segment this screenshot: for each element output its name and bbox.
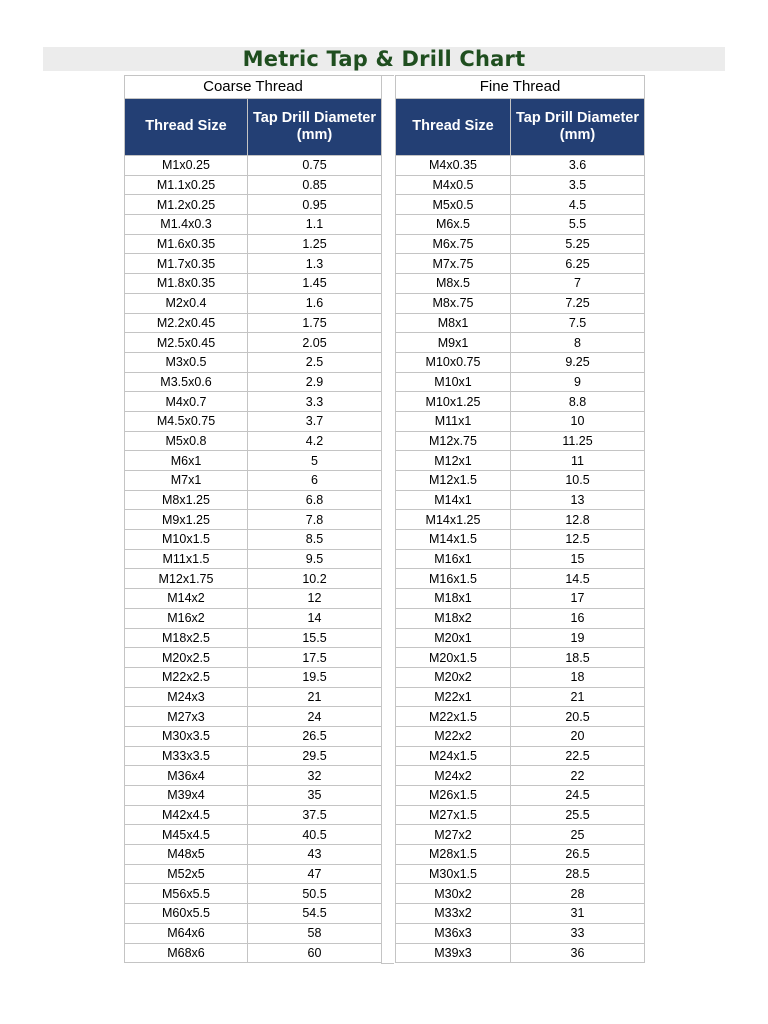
- thread-size-cell: M10x0.75: [396, 352, 511, 372]
- table-row: [396, 274, 645, 294]
- thread-size-cell: M64x6: [125, 923, 248, 943]
- thread-size-cell: M36x4: [125, 766, 248, 786]
- thread-size-cell: M52x5: [125, 864, 248, 884]
- thread-size-cell: M28x1.5: [396, 845, 511, 865]
- tap-drill-cell: 8.8: [511, 392, 645, 412]
- tap-drill-cell: 4.5: [511, 195, 645, 215]
- thread-size-cell: M18x1: [396, 589, 511, 609]
- table-row: [125, 333, 382, 353]
- table-row: [125, 648, 382, 668]
- table-row: [125, 884, 382, 904]
- table-row: [125, 392, 382, 412]
- thread-size-cell: M27x3: [125, 707, 248, 727]
- tap-drill-cell: 11.25: [511, 431, 645, 451]
- table-row: [125, 175, 382, 195]
- table-row: [125, 786, 382, 806]
- thread-size-cell: M16x1: [396, 549, 511, 569]
- table-row: [396, 254, 645, 274]
- thread-size-cell: M1.1x0.25: [125, 175, 248, 195]
- thread-size-cell: M9x1: [396, 333, 511, 353]
- table-row: [396, 156, 645, 176]
- table-row: [396, 726, 645, 746]
- thread-size-cell: M45x4.5: [125, 825, 248, 845]
- thread-size-cell: M2.5x0.45: [125, 333, 248, 353]
- tap-drill-cell: 19.5: [248, 667, 382, 687]
- table-row: [125, 274, 382, 294]
- table-row: [396, 904, 645, 924]
- thread-size-cell: M39x4: [125, 786, 248, 806]
- tap-drill-cell: 10: [511, 411, 645, 431]
- table-row: [396, 195, 645, 215]
- thread-size-cell: M14x1.25: [396, 510, 511, 530]
- table-row: [125, 628, 382, 648]
- tap-drill-cell: 0.75: [248, 156, 382, 176]
- thread-size-cell: M24x3: [125, 687, 248, 707]
- tap-drill-cell: 13: [511, 490, 645, 510]
- tap-drill-cell: 15.5: [248, 628, 382, 648]
- thread-size-cell: M12x1.5: [396, 471, 511, 491]
- tap-drill-cell: 36: [511, 943, 645, 963]
- table-row: [125, 707, 382, 727]
- thread-size-cell: M22x2: [396, 726, 511, 746]
- tap-drill-cell: 24.5: [511, 786, 645, 806]
- tap-drill-cell: 7.25: [511, 293, 645, 313]
- table-row: [125, 589, 382, 609]
- thread-size-cell: M11x1: [396, 411, 511, 431]
- thread-size-cell: M30x2: [396, 884, 511, 904]
- tap-drill-cell: 26.5: [511, 845, 645, 865]
- tap-drill-cell: 33: [511, 923, 645, 943]
- table-row: [396, 648, 645, 668]
- tap-drill-cell: 22.5: [511, 746, 645, 766]
- table-row: [396, 943, 645, 963]
- tap-drill-cell: 47: [248, 864, 382, 884]
- thread-size-cell: M3x0.5: [125, 352, 248, 372]
- thread-size-cell: M33x3.5: [125, 746, 248, 766]
- table-row: [125, 569, 382, 589]
- table-row: [125, 766, 382, 786]
- tap-drill-cell: 7.8: [248, 510, 382, 530]
- thread-size-cell: M1.2x0.25: [125, 195, 248, 215]
- thread-size-cell: M7x1: [125, 471, 248, 491]
- tap-drill-cell: 0.95: [248, 195, 382, 215]
- tap-drill-cell: 43: [248, 845, 382, 865]
- thread-size-cell: M6x.75: [396, 234, 511, 254]
- table-row: [396, 313, 645, 333]
- tap-drill-cell: 21: [248, 687, 382, 707]
- tap-drill-cell: 28.5: [511, 864, 645, 884]
- thread-size-cell: M14x1: [396, 490, 511, 510]
- table-row: [396, 549, 645, 569]
- table-row: [396, 175, 645, 195]
- table-row: [396, 411, 645, 431]
- table-row: [396, 234, 645, 254]
- tap-drill-cell: 26.5: [248, 726, 382, 746]
- thread-size-cell: M16x1.5: [396, 569, 511, 589]
- tap-drill-cell: 18: [511, 667, 645, 687]
- tap-drill-cell: 5: [248, 451, 382, 471]
- table-row: [396, 392, 645, 412]
- thread-size-cell: M4x0.7: [125, 392, 248, 412]
- tap-drill-cell: 58: [248, 923, 382, 943]
- coarse-thread-rows: [125, 156, 382, 963]
- table-row: [396, 589, 645, 609]
- table-row: [396, 786, 645, 806]
- fine-thread-heading: Fine Thread: [396, 76, 645, 99]
- table-row: [396, 569, 645, 589]
- thread-size-cell: M48x5: [125, 845, 248, 865]
- tap-drill-cell: 18.5: [511, 648, 645, 668]
- table-row: [125, 490, 382, 510]
- thread-size-cell: M27x1.5: [396, 805, 511, 825]
- tap-drill-cell: 6.25: [511, 254, 645, 274]
- tap-drill-cell: 15: [511, 549, 645, 569]
- table-row: [125, 451, 382, 471]
- table-row: [125, 825, 382, 845]
- tap-drill-cell: 1.75: [248, 313, 382, 333]
- thread-size-cell: M18x2.5: [125, 628, 248, 648]
- table-row: [396, 923, 645, 943]
- table-row: [125, 254, 382, 274]
- thread-size-cell: M22x1.5: [396, 707, 511, 727]
- tap-drill-cell: 35: [248, 786, 382, 806]
- tap-drill-cell: 3.6: [511, 156, 645, 176]
- thread-size-cell: M20x1: [396, 628, 511, 648]
- table-row: [396, 687, 645, 707]
- table-row: [125, 726, 382, 746]
- tap-drill-cell: 12: [248, 589, 382, 609]
- table-row: [125, 667, 382, 687]
- table-row: [125, 510, 382, 530]
- tap-drill-cell: 40.5: [248, 825, 382, 845]
- thread-size-cell: M1.4x0.3: [125, 215, 248, 235]
- tap-drill-cell: 24: [248, 707, 382, 727]
- table-row: [125, 195, 382, 215]
- tap-drill-cell: 19: [511, 628, 645, 648]
- fine-thread-rows: [396, 156, 645, 963]
- thread-size-cell: M12x1.75: [125, 569, 248, 589]
- tap-drill-cell: 2.9: [248, 372, 382, 392]
- tap-drill-cell: 8.5: [248, 530, 382, 550]
- thread-size-cell: M4x0.5: [396, 175, 511, 195]
- thread-size-cell: M8x.75: [396, 293, 511, 313]
- tap-drill-cell: 12.8: [511, 510, 645, 530]
- thread-size-cell: M20x2: [396, 667, 511, 687]
- thread-size-cell: M9x1.25: [125, 510, 248, 530]
- title-bar: [43, 47, 725, 71]
- tap-drill-cell: 5.25: [511, 234, 645, 254]
- tap-drill-cell: 9.5: [248, 549, 382, 569]
- tap-drill-cell: 60: [248, 943, 382, 963]
- table-row: [125, 411, 382, 431]
- table-row: [396, 431, 645, 451]
- table-row: [396, 667, 645, 687]
- thread-size-cell: M5x0.8: [125, 431, 248, 451]
- thread-size-cell: M22x1: [396, 687, 511, 707]
- table-row: [396, 333, 645, 353]
- thread-size-cell: M1x0.25: [125, 156, 248, 176]
- table-row: [125, 608, 382, 628]
- tap-drill-cell: 9: [511, 372, 645, 392]
- table-row: [125, 156, 382, 176]
- tap-drill-cell: 54.5: [248, 904, 382, 924]
- tap-drill-cell: 6: [248, 471, 382, 491]
- table-row: [125, 293, 382, 313]
- tap-drill-cell: 9.25: [511, 352, 645, 372]
- tap-drill-cell: 7: [511, 274, 645, 294]
- thread-size-cell: M20x1.5: [396, 648, 511, 668]
- tap-drill-cell: 4.2: [248, 431, 382, 451]
- table-row: [396, 608, 645, 628]
- tap-drill-cell: 25: [511, 825, 645, 845]
- thread-size-cell: M8x.5: [396, 274, 511, 294]
- thread-size-cell: M20x2.5: [125, 648, 248, 668]
- tap-drill-cell: 17: [511, 589, 645, 609]
- thread-size-cell: M11x1.5: [125, 549, 248, 569]
- thread-size-cell: M36x3: [396, 923, 511, 943]
- table-row: [396, 805, 645, 825]
- tap-drill-cell: 2.5: [248, 352, 382, 372]
- table-divider: [381, 75, 394, 964]
- tap-drill-cell: 6.8: [248, 490, 382, 510]
- table-row: [396, 451, 645, 471]
- table-row: [125, 215, 382, 235]
- tap-drill-cell: 10.2: [248, 569, 382, 589]
- tap-drill-cell: 3.7: [248, 411, 382, 431]
- thread-size-cell: M8x1: [396, 313, 511, 333]
- thread-size-cell: M10x1: [396, 372, 511, 392]
- table-row: [396, 471, 645, 491]
- tap-drill-cell: 1.45: [248, 274, 382, 294]
- thread-size-cell: M3.5x0.6: [125, 372, 248, 392]
- table-row: [396, 215, 645, 235]
- thread-size-cell: M1.7x0.35: [125, 254, 248, 274]
- thread-size-cell: M7x.75: [396, 254, 511, 274]
- thread-size-cell: M8x1.25: [125, 490, 248, 510]
- table-row: [125, 923, 382, 943]
- tap-drill-cell: 32: [248, 766, 382, 786]
- thread-size-cell: M24x2: [396, 766, 511, 786]
- coarse-thread-heading: Coarse Thread: [125, 76, 382, 99]
- tap-drill-cell: 12.5: [511, 530, 645, 550]
- tap-drill-cell: 0.85: [248, 175, 382, 195]
- thread-size-cell: M26x1.5: [396, 786, 511, 806]
- table-row: [125, 746, 382, 766]
- tap-drill-cell: 2.05: [248, 333, 382, 353]
- coarse-thread-table: [124, 75, 382, 963]
- tap-drill-cell: 5.5: [511, 215, 645, 235]
- thread-size-cell: M14x1.5: [396, 530, 511, 550]
- fine-thread-table: [395, 75, 645, 963]
- table-row: [396, 825, 645, 845]
- thread-size-cell: M42x4.5: [125, 805, 248, 825]
- thread-size-cell: M6x1: [125, 451, 248, 471]
- thread-size-cell: M1.8x0.35: [125, 274, 248, 294]
- table-row: [396, 352, 645, 372]
- tap-drill-cell: 20.5: [511, 707, 645, 727]
- table-row: [396, 293, 645, 313]
- tap-drill-cell: 3.5: [511, 175, 645, 195]
- tap-drill-cell: 31: [511, 904, 645, 924]
- thread-size-cell: M12x.75: [396, 431, 511, 451]
- thread-size-cell: M39x3: [396, 943, 511, 963]
- thread-size-cell: M10x1.25: [396, 392, 511, 412]
- tap-drill-header: Tap Drill Diameter (mm): [511, 99, 645, 156]
- tap-drill-cell: 28: [511, 884, 645, 904]
- table-row: [396, 510, 645, 530]
- tap-drill-cell: 20: [511, 726, 645, 746]
- thread-size-cell: M4x0.35: [396, 156, 511, 176]
- thread-size-cell: M5x0.5: [396, 195, 511, 215]
- tap-drill-cell: 11: [511, 451, 645, 471]
- tap-drill-cell: 14: [248, 608, 382, 628]
- table-row: [396, 864, 645, 884]
- thread-size-cell: M4.5x0.75: [125, 411, 248, 431]
- thread-size-cell: M18x2: [396, 608, 511, 628]
- thread-size-cell: M12x1: [396, 451, 511, 471]
- table-row: [125, 687, 382, 707]
- tap-drill-cell: 25.5: [511, 805, 645, 825]
- page-title: Metric Tap & Drill Chart: [242, 47, 526, 71]
- table-row: [125, 845, 382, 865]
- tap-drill-cell: 37.5: [248, 805, 382, 825]
- thread-size-cell: M56x5.5: [125, 884, 248, 904]
- tap-drill-cell: 14.5: [511, 569, 645, 589]
- thread-size-cell: M68x6: [125, 943, 248, 963]
- thread-size-cell: M2x0.4: [125, 293, 248, 313]
- tap-drill-cell: 1.25: [248, 234, 382, 254]
- table-row: [396, 707, 645, 727]
- table-row: [396, 530, 645, 550]
- table-row: [396, 372, 645, 392]
- tap-drill-cell: 1.6: [248, 293, 382, 313]
- thread-size-cell: M16x2: [125, 608, 248, 628]
- table-row: [125, 864, 382, 884]
- thread-size-header: Thread Size: [125, 99, 248, 156]
- thread-size-cell: M33x2: [396, 904, 511, 924]
- table-row: [396, 845, 645, 865]
- thread-size-cell: M27x2: [396, 825, 511, 845]
- tap-drill-cell: 22: [511, 766, 645, 786]
- thread-size-cell: M24x1.5: [396, 746, 511, 766]
- thread-size-cell: M30x1.5: [396, 864, 511, 884]
- tap-drill-cell: 16: [511, 608, 645, 628]
- tap-drill-cell: 17.5: [248, 648, 382, 668]
- table-row: [125, 943, 382, 963]
- table-row: [125, 372, 382, 392]
- tap-drill-cell: 3.3: [248, 392, 382, 412]
- table-row: [125, 234, 382, 254]
- thread-size-cell: M6x.5: [396, 215, 511, 235]
- tap-drill-cell: 50.5: [248, 884, 382, 904]
- tap-drill-header: Tap Drill Diameter (mm): [248, 99, 382, 156]
- table-row: [125, 471, 382, 491]
- thread-size-cell: M30x3.5: [125, 726, 248, 746]
- table-row: [396, 628, 645, 648]
- table-row: [125, 904, 382, 924]
- tap-drill-cell: 7.5: [511, 313, 645, 333]
- table-row: [125, 805, 382, 825]
- thread-size-cell: M22x2.5: [125, 667, 248, 687]
- tap-drill-cell: 1.1: [248, 215, 382, 235]
- table-row: [125, 549, 382, 569]
- table-row: [125, 530, 382, 550]
- table-row: [125, 313, 382, 333]
- tap-drill-cell: 8: [511, 333, 645, 353]
- thread-size-cell: M10x1.5: [125, 530, 248, 550]
- table-row: [125, 352, 382, 372]
- table-row: [396, 490, 645, 510]
- tap-drill-cell: 1.3: [248, 254, 382, 274]
- table-row: [396, 884, 645, 904]
- thread-size-cell: M1.6x0.35: [125, 234, 248, 254]
- tap-drill-cell: 29.5: [248, 746, 382, 766]
- table-row: [396, 746, 645, 766]
- tap-drill-cell: 21: [511, 687, 645, 707]
- tap-drill-cell: 10.5: [511, 471, 645, 491]
- thread-size-cell: M60x5.5: [125, 904, 248, 924]
- thread-size-cell: M2.2x0.45: [125, 313, 248, 333]
- table-row: [125, 431, 382, 451]
- thread-size-header: Thread Size: [396, 99, 511, 156]
- thread-size-cell: M14x2: [125, 589, 248, 609]
- table-row: [396, 766, 645, 786]
